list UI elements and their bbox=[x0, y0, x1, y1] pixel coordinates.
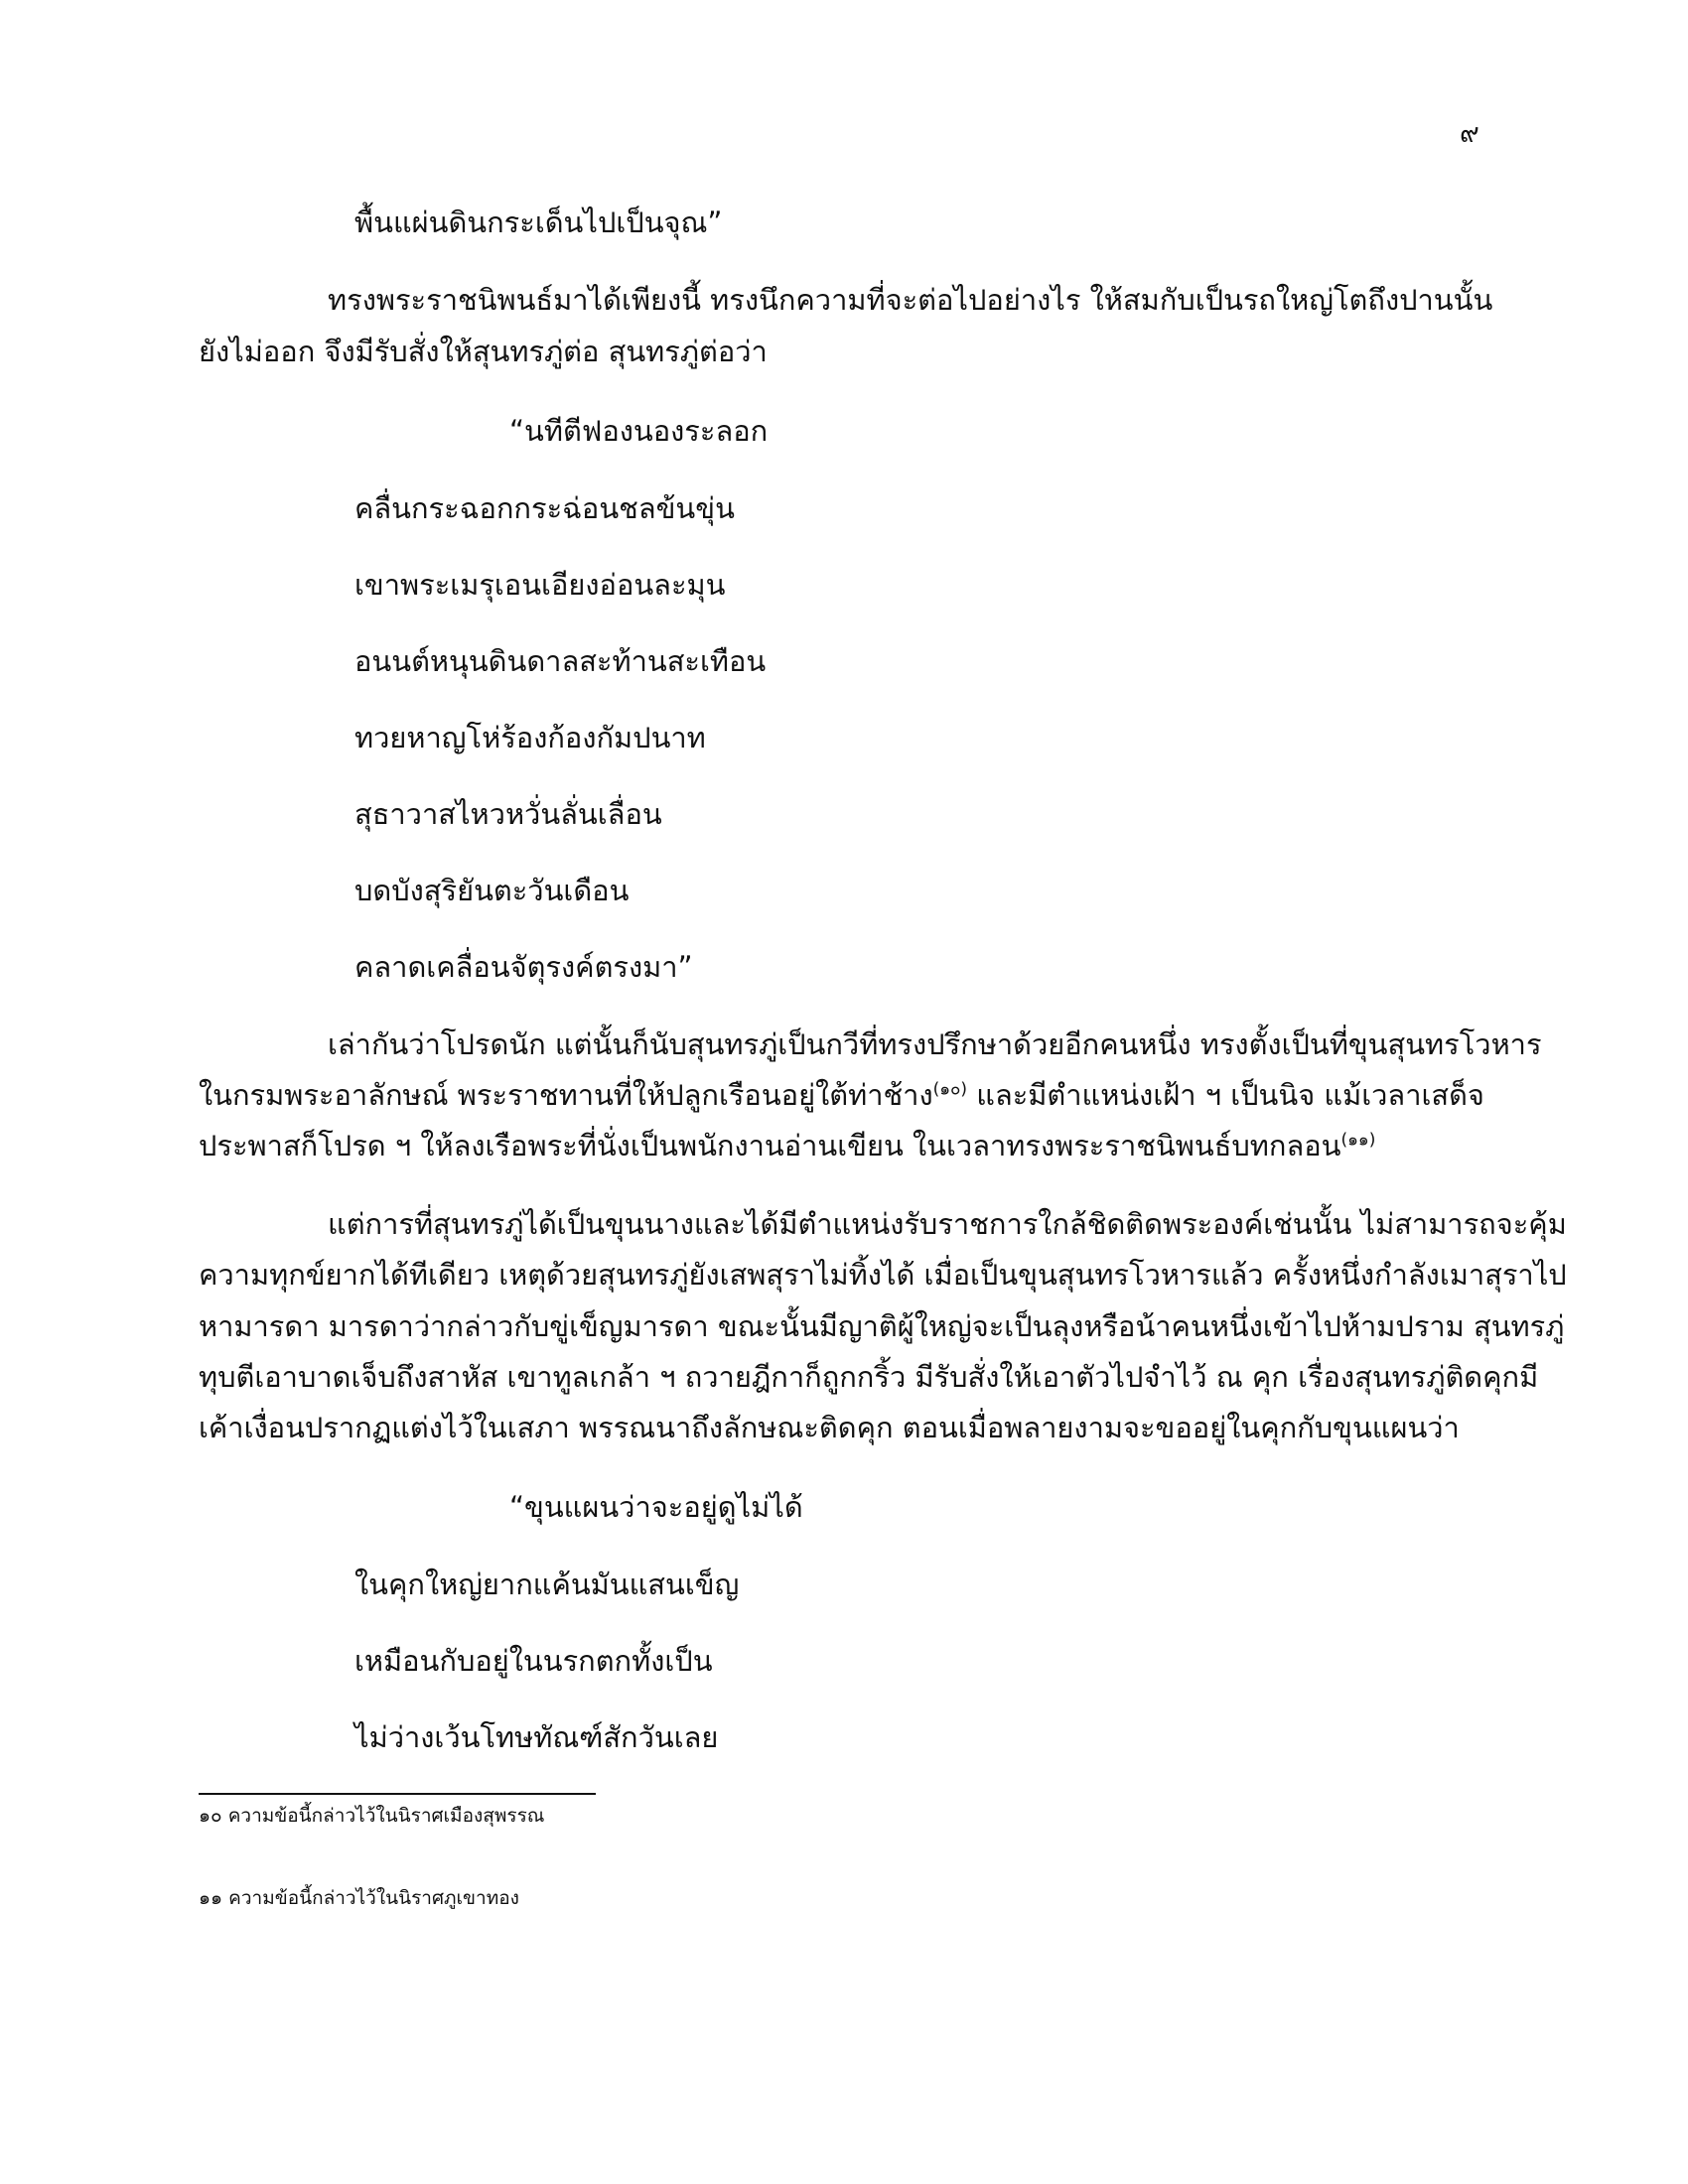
paragraph-2-line-2-text-b: และมีตำแหน่งเฝ้า ฯ เป็นนิจ แม้เวลาเสด็จ bbox=[967, 1078, 1484, 1112]
paragraph-2-line-1: เล่ากันว่าโปรดนัก แต่นั้นก็นับสุนทรภู่เป็นกวีที่ทรงปรึกษาด้วยอีกคนหนึ่ง ทรงตั้งเป็นที่ขุนสุนทรโวหาร bbox=[328, 1027, 1542, 1061]
verse-2-line-3: เหมือนกับอยู่ในนรกตกทั้งเป็น bbox=[354, 1644, 713, 1678]
paragraph-3-line-2: ความทุกข์ยากได้ทีเดียว เหตุด้วยสุนทรภู่ยังเสพสุราไม่ทิ้งได้ เมื่อเป็นขุนสุนทรโวหารแล้ว ครั้งหนึ่งกำลังเมาสุราไป bbox=[199, 1258, 1567, 1292]
paragraph-3-line-1: แต่การที่สุนทรภู่ได้เป็นขุนนางและได้มีตำแหน่งรับราชการใกล้ชิดติดพระองค์เช่นนั้น ไม่สามารถจะคุ้ม bbox=[328, 1207, 1567, 1241]
verse-2-line-2: ในคุกใหญ่ยากแค้นมันแสนเข็ญ bbox=[354, 1568, 740, 1601]
paragraph-1-line-2: ยังไม่ออก จึงมีรับสั่งให้สุนทรภู่ต่อ สุนทรภู่ต่อว่า bbox=[199, 335, 768, 368]
verse-2-line-4: ไม่ว่างเว้นโทษทัณฑ์สักวันเลย bbox=[354, 1720, 719, 1754]
verse-2-line-1: “ขุนแผนว่าจะอยู่ดูไม่ได้ bbox=[509, 1490, 803, 1524]
verse-1-line-4: อนนต์หนุนดินดาลสะท้านสะเทือน bbox=[354, 644, 767, 678]
footnote-divider bbox=[199, 1793, 596, 1795]
verse-1-line-1: “นทีตีฟองนองระลอก bbox=[509, 414, 769, 448]
paragraph-2-line-3-text: ประพาสก็โปรด ฯ ให้ลงเรือพระที่นั่งเป็นพนักงานอ่านเขียน ในเวลาทรงพระราชนิพนธ์บทกลอน bbox=[199, 1129, 1341, 1162]
paragraph-2-line-2 bbox=[199, 1075, 1484, 1115]
opening-verse-line: พื้นแผ่นดินกระเด็นไปเป็นจุณ” bbox=[354, 205, 723, 239]
paragraph-3-line-4: ทุบตีเอาบาดเจ็บถึงสาหัส เขาทูลเกล้า ฯ ถวายฎีกาก็ถูกกริ้ว มีรับสั่งให้เอาตัวไปจำไว้ ณ คุก เรื่องสุนทรภู่ติดคุกมี bbox=[199, 1360, 1539, 1394]
paragraph-2-line-2-text-a: ในกรมพระอาลักษณ์ พระราชทานที่ให้ปลูกเรือนอยู่ใต้ท่าช้าง bbox=[199, 1078, 933, 1112]
footnote-ref-10: (๑๐) bbox=[932, 1079, 968, 1100]
verse-1-line-6: สุธาวาสไหวหวั่นลั่นเลื่อน bbox=[354, 797, 662, 831]
verse-1-line-2: คลื่นกระฉอกกระฉ่อนชลข้นขุ่น bbox=[354, 491, 735, 525]
verse-1-line-5: ทวยหาญโห่ร้องก้องกัมปนาท bbox=[354, 721, 706, 754]
paragraph-2-line-3 bbox=[199, 1126, 1375, 1165]
page-number: ๙ bbox=[1460, 118, 1479, 149]
paragraph-3-line-3: หามารดา มารดาว่ากล่าวกับขู่เข็ญมารดา ขณะนั้นมีญาติผู้ใหญ่จะเป็นลุงหรือน้าคนหนึ่งเข้าไปห้ามปราม สุนทรภู่ bbox=[199, 1309, 1565, 1343]
verse-1-line-7: บดบังสุริยันตะวันเดือน bbox=[354, 874, 630, 907]
footnote-10: ๑๐ ความข้อนี้กล่าวไว้ในนิราศเมืองสุพรรณ bbox=[199, 1805, 545, 1827]
verse-1-line-8: คลาดเคลื่อนจัตุรงค์ตรงมา” bbox=[354, 950, 693, 984]
paragraph-3-line-5: เค้าเงื่อนปรากฏแต่งไว้ในเสภา พรรณนาถึงลักษณะติดคุก ตอนเมื่อพลายงามจะขออยู่ในคุกกับขุนแผนว่า bbox=[199, 1411, 1460, 1444]
footnote-11: ๑๑ ความข้อนี้กล่าวไว้ในนิราศภูเขาทอง bbox=[199, 1887, 519, 1909]
paragraph-1-line-1: ทรงพระราชนิพนธ์มาได้เพียงนี้ ทรงนึกความที่จะต่อไปอย่างไร ให้สมกับเป็นรถใหญ่โตถึงปานนั้น bbox=[328, 283, 1493, 317]
verse-1-line-3: เขาพระเมรุเอนเอียงอ่อนละมุน bbox=[354, 568, 726, 602]
footnote-ref-11: (๑๑) bbox=[1340, 1130, 1376, 1151]
